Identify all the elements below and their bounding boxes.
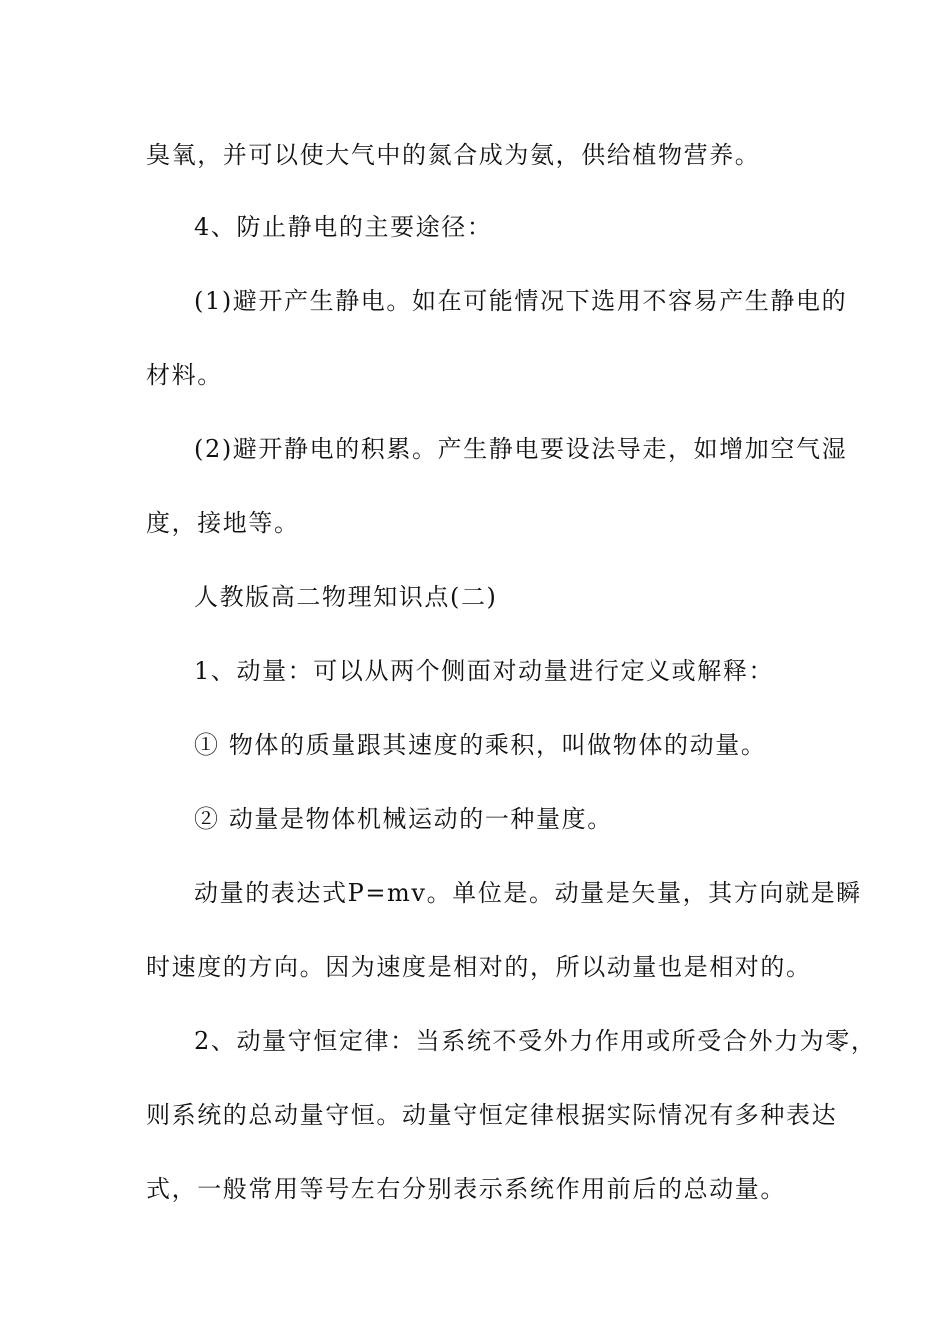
- text-line: 材料。: [146, 361, 223, 389]
- section-heading: 1、动量：可以从两个侧面对动量进行定义或解释：: [194, 657, 775, 685]
- text-line: 动量的表达式P=mv。单位是。动量是矢量，其方向就是瞬: [194, 879, 862, 907]
- list-item: ① 物体的质量跟其速度的乘积，叫做物体的动量。: [194, 731, 767, 759]
- text-line: 度，接地等。: [146, 509, 300, 537]
- text-line: 式，一般常用等号左右分别表示系统作用前后的总动量。: [146, 1175, 786, 1203]
- section-title: 人教版高二物理知识点(二): [194, 583, 498, 611]
- section-heading: 2、动量守恒定律：当系统不受外力作用或所受合外力为零，: [194, 1027, 877, 1055]
- text-line: (2)避开静电的积累。产生静电要设法导走，如增加空气湿: [194, 435, 848, 463]
- text-line: 则系统的总动量守恒。动量守恒定律根据实际情况有多种表达: [146, 1101, 838, 1129]
- section-heading: 4、防止静电的主要途径：: [194, 213, 493, 241]
- list-item: ② 动量是物体机械运动的一种量度。: [194, 805, 613, 833]
- text-line: 臭氧，并可以使大气中的氮合成为氨，供给植物营养。: [146, 141, 761, 169]
- text-line: 时速度的方向。因为速度是相对的，所以动量也是相对的。: [146, 953, 812, 981]
- text-line: (1)避开产生静电。如在可能情况下选用不容易产生静电的: [194, 287, 848, 315]
